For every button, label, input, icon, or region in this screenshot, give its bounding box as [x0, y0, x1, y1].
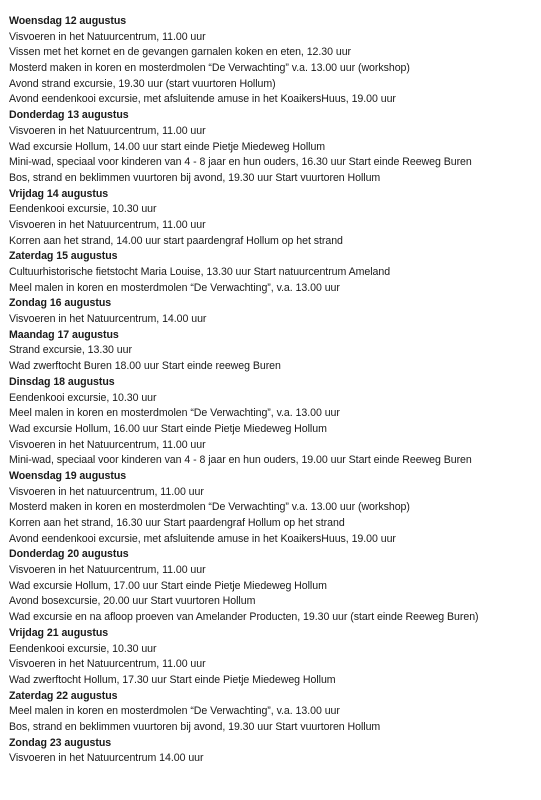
day-section	[9, 547, 535, 625]
day-heading: Dinsdag 18 augustus	[9, 375, 115, 388]
day-heading: Zondag 23 augustus	[9, 736, 112, 749]
event-line: Mini-wad, speciaal voor kinderen van 4 - 8 jaar en hun ouders, 16.30 uur Start einde Reeweg Buren	[9, 156, 472, 169]
day-section	[9, 108, 535, 186]
day-section	[9, 14, 535, 108]
event-line: Meel malen in koren en mosterdmolen “De Verwachting”, v.a. 13.00 uur	[9, 705, 340, 718]
day-section	[9, 249, 535, 296]
event-line: Mosterd maken in koren en mosterdmolen “De Verwachting” v.a. 13.00 uur (workshop)	[9, 62, 410, 75]
event-line: Korren aan het strand, 16.30 uur Start paardengraf Hollum op het strand	[9, 517, 345, 529]
event-line: Mosterd maken in koren en mosterdmolen “De Verwachting” v.a. 13.00 uur (workshop)	[9, 501, 410, 514]
event-line: Visvoeren in het Natuurcentrum 14.00 uur	[9, 752, 204, 765]
day-section	[9, 469, 535, 547]
event-line: Wad excursie en na afloop proeven van Amelander Producten, 19.30 uur (start einde Reeweg Buren)	[9, 611, 479, 624]
day-heading: Woensdag 12 augustus	[9, 15, 127, 27]
event-line: Wad zwerftocht Buren 18.00 uur Start einde reeweg Buren	[9, 360, 281, 373]
day-heading: Donderdag 13 augustus	[9, 109, 129, 122]
event-line: Visvoeren in het Natuurcentrum, 11.00 uur	[9, 658, 206, 671]
event-line: Wad excursie Hollum, 16.00 uur Start einde Pietje Miedeweg Hollum	[9, 422, 327, 435]
event-line: Meel malen in koren en mosterdmolen “De Verwachting”, v.a. 13.00 uur	[9, 407, 340, 420]
day-section	[9, 626, 535, 689]
day-heading: Donderdag 20 augustus	[9, 548, 129, 561]
event-line: Avond bosexcursie, 20.00 uur Start vuurtoren Hollum	[9, 595, 256, 608]
day-heading: Vrijdag 14 augustus	[9, 187, 109, 200]
event-line: Korren aan het strand, 14.00 uur start paardengraf Hollum op het strand	[9, 234, 343, 247]
event-line: Avond eendenkooi excursie, met afsluitende amuse in het KoaikersHuus, 19.00 uur	[9, 532, 396, 545]
day-section	[9, 689, 535, 736]
day-section	[9, 296, 535, 327]
event-line: Bos, strand en beklimmen vuurtoren bij avond, 19.30 uur Start vuurtoren Hollum	[9, 720, 381, 733]
day-heading: Woensdag 19 augustus	[9, 469, 127, 482]
event-line: Visvoeren in het Natuurcentrum, 11.00 uur	[9, 30, 206, 43]
day-heading: Zaterdag 22 augustus	[9, 689, 118, 702]
day-heading: Vrijdag 21 augustus	[9, 626, 109, 639]
event-line: Wad excursie Hollum, 14.00 uur start einde Pietje Miedeweg Hollum	[9, 140, 326, 153]
event-line: Strand excursie, 13.30 uur	[9, 344, 132, 357]
event-line: Wad excursie Hollum, 17.00 uur Start einde Pietje Miedeweg Hollum	[9, 579, 327, 592]
event-line: Visvoeren in het Natuurcentrum, 11.00 uur	[9, 438, 206, 451]
event-line: Bos, strand en beklimmen vuurtoren bij avond, 19.30 uur Start vuurtoren Hollum	[9, 171, 381, 184]
event-line: Eendenkooi excursie, 10.30 uur	[9, 391, 157, 404]
day-section	[9, 375, 535, 469]
event-line: Eendenkooi excursie, 10.30 uur	[9, 642, 157, 655]
event-line: Visvoeren in het Natuurcentrum, 11.00 uur	[9, 124, 206, 137]
event-line: Visvoeren in het Natuurcentrum, 14.00 uur	[9, 313, 207, 326]
event-line: Visvoeren in het Natuurcentrum, 11.00 uur	[9, 564, 206, 577]
event-line: Cultuurhistorische fietstocht Maria Louise, 13.30 uur Start natuurcentrum Ameland	[9, 266, 391, 278]
day-heading: Maandag 17 augustus	[9, 328, 119, 341]
event-line: Wad zwerftocht Hollum, 17.30 uur Start einde Pietje Miedeweg Hollum	[9, 673, 336, 686]
event-line: Vissen met het kornet en de gevangen garnalen koken en eten, 12.30 uur	[9, 46, 352, 59]
event-line: Mini-wad, speciaal voor kinderen van 4 - 8 jaar en hun ouders, 19.00 uur Start einde Reeweg Buren	[9, 454, 472, 467]
day-section	[9, 328, 535, 375]
day-section	[9, 187, 535, 250]
event-line: Avond eendenkooi excursie, met afsluitende amuse in het KoaikersHuus, 19.00 uur	[9, 93, 396, 106]
event-line: Meel malen in koren en mosterdmolen “De Verwachting”, v.a. 13.00 uur	[9, 281, 340, 294]
schedule-document	[9, 14, 535, 767]
event-line: Avond strand excursie, 19.30 uur (start vuurtoren Hollum)	[9, 77, 276, 90]
event-line: Visvoeren in het Natuurcentrum, 11.00 uur	[9, 218, 206, 231]
event-line: Eendenkooi excursie, 10.30 uur	[9, 203, 157, 216]
day-heading: Zaterdag 15 augustus	[9, 250, 118, 263]
event-line: Visvoeren in het natuurcentrum, 11.00 uur	[9, 485, 204, 498]
day-section	[9, 736, 535, 767]
day-heading: Zondag 16 augustus	[9, 297, 112, 310]
